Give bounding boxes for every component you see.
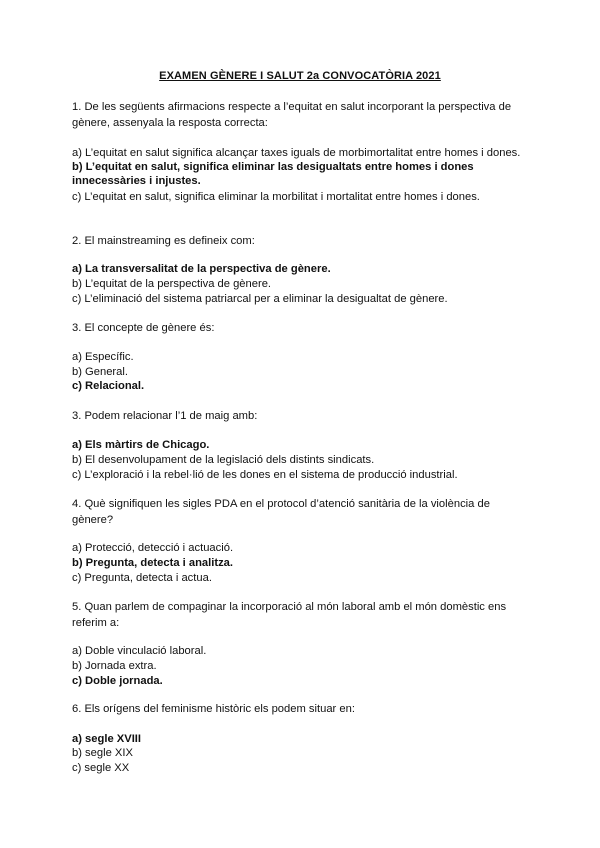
answer-option: b) El desenvolupament de la legislació dels distints sindicats. [72, 454, 375, 466]
answer-option: c) Pregunta, detecta i actua. [72, 572, 212, 584]
correct-answer-option: c) Relacional. [72, 380, 145, 392]
question-text: 4. Què signifiquen les sigles PDA en el protocol d’atenció sanitària de la violència de [72, 498, 490, 510]
answer-option: c) L’equitat en salut, significa eliminar la morbilitat i mortalitat entre homes i dones. [72, 191, 480, 203]
answer-option: a) L’equitat en salut significa alcançar taxes iguals de morbimortalitat entre homes i dones. [72, 147, 521, 159]
answer-option: c) segle XX [72, 762, 130, 774]
correct-answer-option: a) Els màrtirs de Chicago. [72, 439, 210, 451]
answer-option: c) L’exploració i la rebel·lió de les dones en el sistema de producció industrial. [72, 469, 458, 481]
answer-option: a) Específic. [72, 351, 134, 363]
question-text: 5. Quan parlem de compaginar la incorporació al món laboral amb el món domèstic ens [72, 601, 507, 613]
question-text: gènere, assenyala la resposta correcta: [72, 117, 268, 129]
correct-answer-option: b) Pregunta, detecta i analitza. [72, 557, 234, 569]
answer-option: b) L’equitat de la perspectiva de gènere. [72, 278, 272, 290]
answer-option: b) General. [72, 366, 128, 378]
question-text: gènere? [72, 514, 114, 526]
correct-answer-option: a) segle XVIII [72, 733, 142, 745]
correct-answer-option: innecessàries i injustes. [72, 175, 201, 187]
question-text: 1. De les següents afirmacions respecte a l’equitat en salut incorporant la perspectiva de [72, 101, 512, 113]
question-text: 3. Podem relacionar l’1 de maig amb: [72, 410, 258, 422]
correct-answer-option: a) La transversalitat de la perspectiva de gènere. [72, 263, 331, 275]
answer-option: c) L’eliminació del sistema patriarcal per a eliminar la desigualtat de gènere. [72, 293, 448, 305]
answer-option: a) Protecció, detecció i actuació. [72, 542, 234, 554]
question-text: referim a: [72, 617, 120, 629]
answer-option: b) Jornada extra. [72, 660, 157, 672]
question-text: 3. El concepte de gènere és: [72, 322, 215, 334]
answer-option: a) Doble vinculació laboral. [72, 645, 207, 657]
correct-answer-option: c) Doble jornada. [72, 675, 163, 687]
answer-option: b) segle XIX [72, 747, 133, 759]
correct-answer-option: b) L’equitat en salut, significa eliminar las desigualtats entre homes i dones [72, 161, 474, 173]
question-text: 2. El mainstreaming es defineix com: [72, 235, 255, 247]
question-text: 6. Els orígens del feminisme històric els podem situar en: [72, 703, 355, 715]
exam-title: EXAMEN GÈNERE I SALUT 2a CONVOCATÒRIA 2021 [159, 70, 441, 82]
